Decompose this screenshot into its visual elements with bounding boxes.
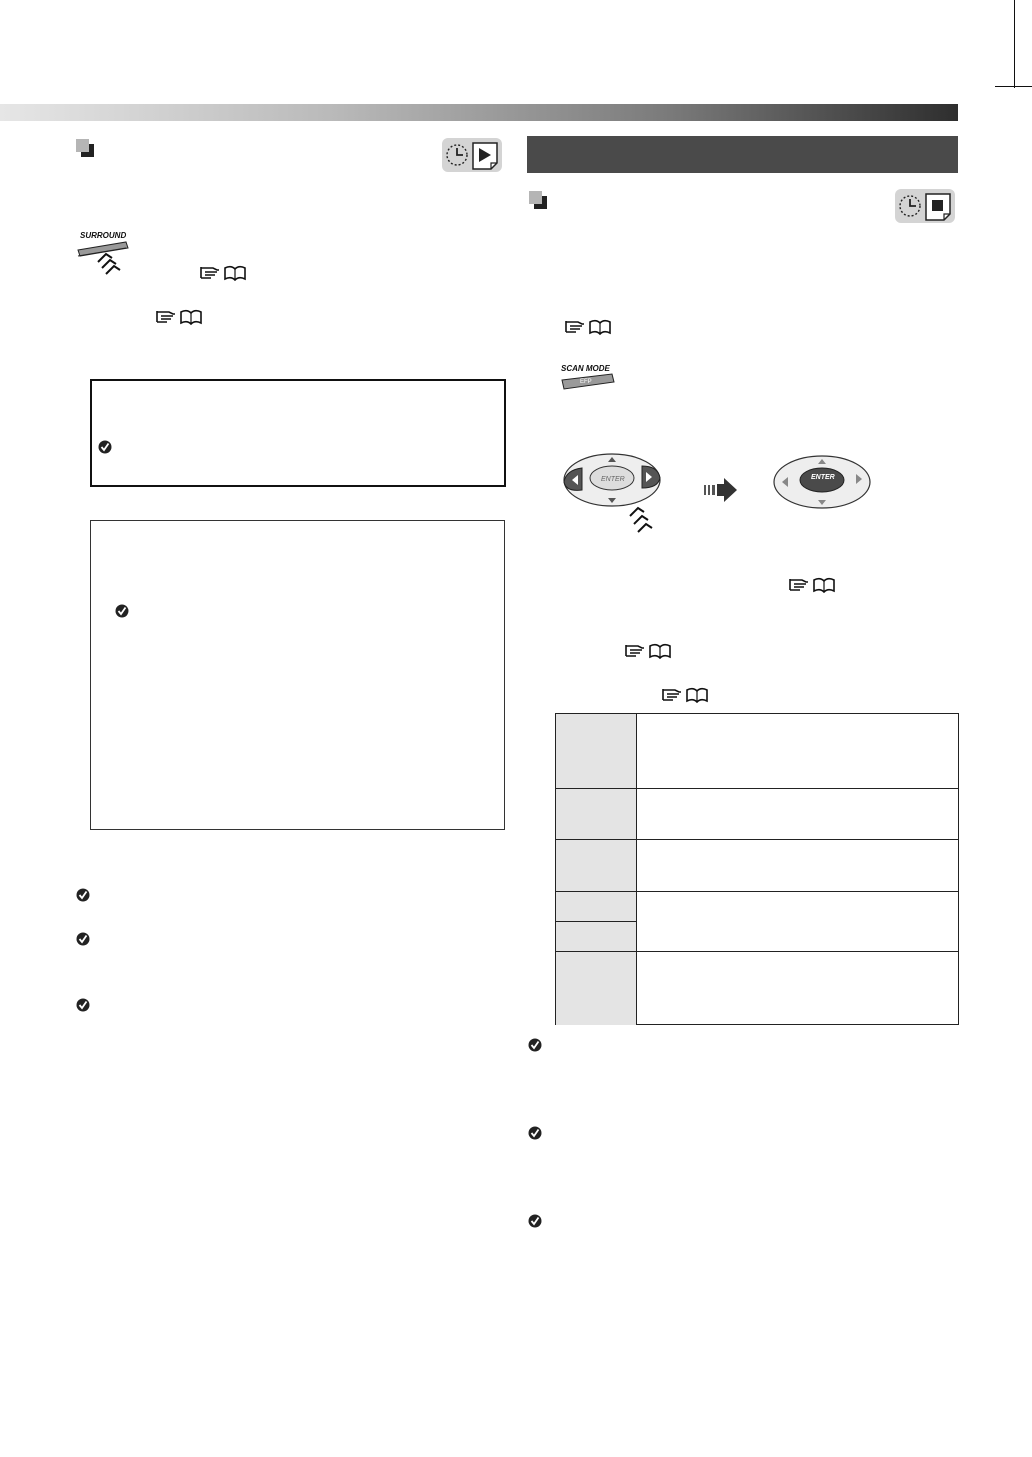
table-label-column <box>556 714 636 1025</box>
table-column-divider <box>636 714 637 1024</box>
cursor-pad-enter-illustration <box>770 452 874 514</box>
section-title-bar <box>527 136 958 173</box>
next-step-arrow-icon <box>704 476 738 504</box>
scan-mode-label: SCAN MODE <box>561 364 610 373</box>
section-square-bullet <box>76 139 94 157</box>
check-note-icon <box>76 888 90 902</box>
section-square-bullet <box>529 191 547 209</box>
scan-mode-sub-label: EFP <box>580 379 592 385</box>
hand-book-ref-icon <box>155 308 203 326</box>
check-note-icon <box>528 1214 542 1228</box>
table-row-divider <box>556 839 958 840</box>
stop-icon <box>926 194 950 220</box>
check-note-icon <box>115 604 129 618</box>
crop-mark-vertical <box>1014 0 1015 88</box>
hand-book-ref-icon <box>624 642 672 660</box>
clock-icon <box>447 145 467 165</box>
table-row-divider <box>556 921 636 922</box>
hand-book-ref-icon <box>788 576 836 594</box>
scan-mode-button-illustration <box>558 362 620 392</box>
stop-mode-badge <box>895 189 955 223</box>
check-note-icon <box>76 932 90 946</box>
press-hand-lines-icon <box>630 508 652 532</box>
enter-label: ENTER <box>601 476 625 483</box>
play-icon <box>473 143 497 169</box>
surround-button-label: SURROUND <box>80 231 127 240</box>
check-note-icon <box>528 1038 542 1052</box>
hand-book-ref-icon <box>564 318 612 336</box>
scan-mode-table <box>555 713 959 1025</box>
cursor-pad-left-right-illustration <box>560 450 670 540</box>
hand-book-ref-icon <box>661 686 709 704</box>
clock-icon <box>900 196 920 216</box>
check-note-icon <box>528 1126 542 1140</box>
hand-book-ref-icon <box>199 264 247 282</box>
table-row-divider <box>556 951 958 952</box>
enter-label: ENTER <box>811 474 835 481</box>
check-note-icon <box>98 440 112 454</box>
crop-mark-horizontal <box>995 86 1032 87</box>
press-hand-lines-icon <box>98 254 120 274</box>
play-mode-badge <box>442 138 502 172</box>
check-note-icon <box>76 998 90 1012</box>
header-gradient-rule <box>0 104 958 121</box>
table-row-divider <box>556 788 958 789</box>
surround-button-illustration <box>76 228 136 278</box>
note-box <box>90 379 506 487</box>
table-row-divider <box>556 891 958 892</box>
info-box <box>90 520 505 830</box>
